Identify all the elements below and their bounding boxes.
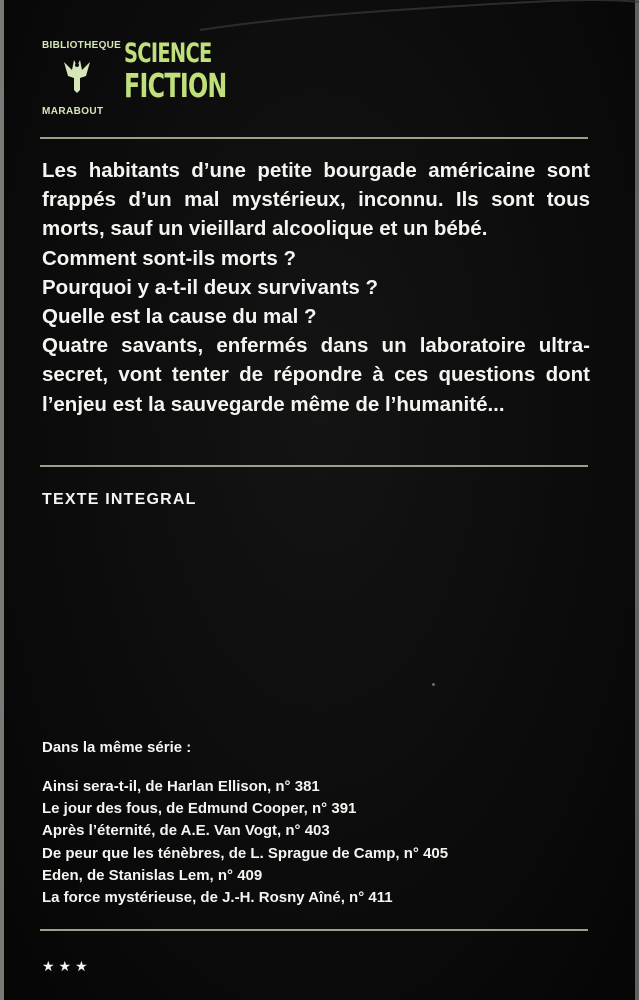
cover-edge-right	[635, 0, 639, 1000]
logo-genre-line1: SCIENCE	[124, 38, 212, 69]
divider-middle	[40, 465, 588, 467]
series-item: Eden, de Stanislas Lem, n° 409	[42, 866, 263, 884]
divider-top	[40, 137, 588, 139]
blurb-question-2: Pourquoi y a-t-il deux survivants ?	[42, 275, 379, 299]
blurb-closing: Quatre savants, enfermés dans un laboratoire ultra-secret, vont tenter de répondre à ces questions dont l’enjeu est la sauvegarde même de l’humanité...	[42, 334, 590, 416]
logo-genre-line2: FICTION	[124, 66, 227, 105]
blurb-question-3: Quelle est la cause du mal ?	[42, 305, 317, 329]
series-heading: Dans la même série :	[42, 739, 192, 756]
series-item: La force mystérieuse, de J.-H. Rosny Aîné, n° 411	[42, 889, 393, 907]
rating-stars: ★★★	[42, 958, 92, 974]
marabout-bird-icon	[62, 56, 92, 94]
cover-edge-left	[0, 0, 4, 1000]
divider-bottom	[40, 929, 588, 931]
print-speck	[432, 683, 435, 686]
blurb-intro: Les habitants d’une petite bourgade américaine sont frappés d’un mal mystérieux, inconnu. Ils sont tous morts, sauf un vieillard alcoolique et un bébé.	[42, 159, 590, 241]
series-list	[42, 776, 602, 909]
logo-genre	[124, 38, 227, 105]
cover-crease	[200, 0, 639, 40]
series-item: Ainsi sera-t-il, de Harlan Ellison, n° 381	[42, 778, 320, 795]
logo-publisher-label: MARABOUT	[42, 106, 104, 117]
series-item: De peur que les ténèbres, de L. Sprague de Camp, n° 405	[42, 844, 449, 862]
edition-note: TEXTE INTEGRAL	[42, 491, 197, 508]
logo-collection-label: BIBLIOTHEQUE	[42, 40, 122, 51]
publisher-logo	[40, 38, 227, 124]
series-item: Le jour des fous, de Edmund Cooper, n° 391	[42, 800, 357, 818]
blurb-question-1: Comment sont-ils morts ?	[42, 246, 296, 270]
series-item: Après l’éternité, de A.E. Van Vogt, n° 403	[42, 822, 330, 840]
book-blurb	[42, 156, 590, 419]
